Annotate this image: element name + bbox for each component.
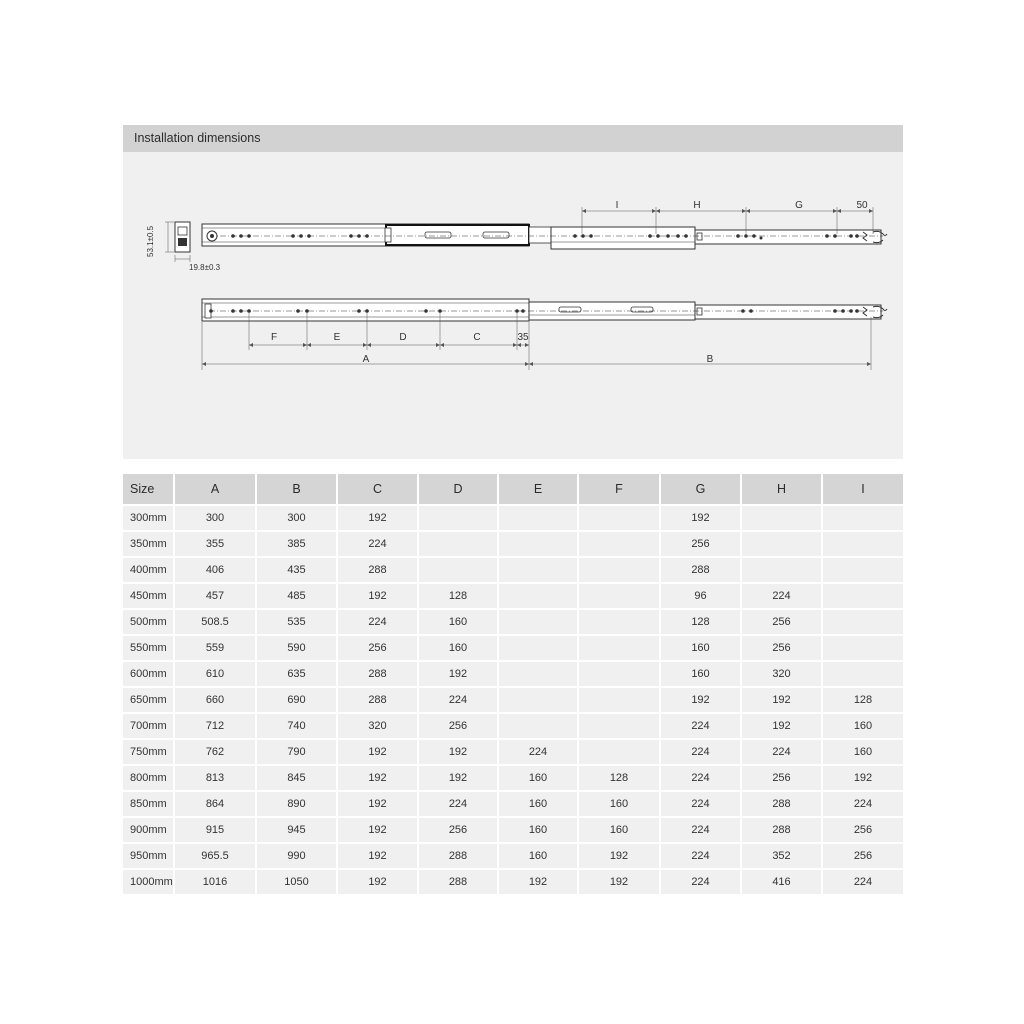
table-cell xyxy=(499,660,579,686)
table-cell: 890 xyxy=(257,790,338,816)
table-cell: 192 xyxy=(338,868,419,894)
table-row xyxy=(123,530,903,556)
dim-label-35: 35 xyxy=(517,332,529,343)
dim-label-e: E xyxy=(333,332,341,343)
table-cell xyxy=(823,530,903,556)
table-cell xyxy=(499,686,579,712)
table-cell xyxy=(499,712,579,738)
table-cell: 224 xyxy=(661,816,742,842)
table-cell: 192 xyxy=(419,764,499,790)
table-cell: 690 xyxy=(257,686,338,712)
table-cell: 406 xyxy=(175,556,257,582)
table-cell: 224 xyxy=(338,608,419,634)
table-cell: 256 xyxy=(823,816,903,842)
table-row xyxy=(123,608,903,634)
table-cell: 965.5 xyxy=(175,842,257,868)
size-cell: 850mm xyxy=(123,790,175,816)
table-cell: 192 xyxy=(499,868,579,894)
table-cell: 256 xyxy=(419,712,499,738)
table-cell: 192 xyxy=(419,660,499,686)
table-cell: 192 xyxy=(579,842,661,868)
table-cell: 192 xyxy=(742,686,823,712)
table-cell: 256 xyxy=(338,634,419,660)
table-row xyxy=(123,582,903,608)
column-header: B xyxy=(257,474,338,504)
table-cell xyxy=(579,608,661,634)
table-cell: 160 xyxy=(499,842,579,868)
table-cell: 224 xyxy=(823,790,903,816)
size-cell: 900mm xyxy=(123,816,175,842)
table-cell: 160 xyxy=(419,608,499,634)
size-cell: 300mm xyxy=(123,504,175,530)
table-cell: 160 xyxy=(499,816,579,842)
table-cell: 256 xyxy=(742,634,823,660)
table-cell: 790 xyxy=(257,738,338,764)
table-cell: 224 xyxy=(661,764,742,790)
table-cell: 128 xyxy=(579,764,661,790)
table-cell: 160 xyxy=(823,712,903,738)
table-cell: 535 xyxy=(257,608,338,634)
table-cell: 160 xyxy=(419,634,499,660)
table-cell xyxy=(823,634,903,660)
size-cell: 750mm xyxy=(123,738,175,764)
table-cell: 224 xyxy=(742,738,823,764)
dimensions-table xyxy=(123,474,903,894)
column-header: G xyxy=(661,474,742,504)
table-cell xyxy=(579,582,661,608)
table-cell xyxy=(579,504,661,530)
table-cell: 192 xyxy=(338,738,419,764)
size-cell: 350mm xyxy=(123,530,175,556)
table-cell xyxy=(579,556,661,582)
table-cell: 610 xyxy=(175,660,257,686)
table-row xyxy=(123,816,903,842)
table-cell: 660 xyxy=(175,686,257,712)
table-cell: 224 xyxy=(661,738,742,764)
table-cell: 192 xyxy=(579,868,661,894)
table-cell: 320 xyxy=(338,712,419,738)
table-cell: 128 xyxy=(661,608,742,634)
table-header-row xyxy=(123,474,903,504)
diagram-area xyxy=(123,152,903,459)
dim-label-g: G xyxy=(795,200,803,211)
dim-label-b: B xyxy=(706,354,714,365)
table-cell: 355 xyxy=(175,530,257,556)
table-cell: 300 xyxy=(175,504,257,530)
table-cell: 288 xyxy=(338,686,419,712)
table-cell: 160 xyxy=(499,790,579,816)
table-cell xyxy=(823,556,903,582)
table-cell: 96 xyxy=(661,582,742,608)
table-cell xyxy=(742,530,823,556)
column-header: C xyxy=(338,474,419,504)
table-cell: 635 xyxy=(257,660,338,686)
table-cell: 192 xyxy=(338,816,419,842)
size-cell: 600mm xyxy=(123,660,175,686)
column-header: A xyxy=(175,474,257,504)
table-cell xyxy=(499,504,579,530)
table-cell: 160 xyxy=(823,738,903,764)
table-cell: 160 xyxy=(661,634,742,660)
table-cell: 256 xyxy=(419,816,499,842)
table-row xyxy=(123,712,903,738)
table-cell xyxy=(579,634,661,660)
table-cell xyxy=(579,530,661,556)
table-cell: 224 xyxy=(499,738,579,764)
table-cell: 712 xyxy=(175,712,257,738)
table-cell xyxy=(499,556,579,582)
table-cell: 320 xyxy=(742,660,823,686)
size-cell: 450mm xyxy=(123,582,175,608)
table-cell: 256 xyxy=(742,764,823,790)
table-cell: 224 xyxy=(419,686,499,712)
size-cell: 650mm xyxy=(123,686,175,712)
column-header: I xyxy=(823,474,903,504)
table-cell: 160 xyxy=(661,660,742,686)
table-cell: 762 xyxy=(175,738,257,764)
table-cell: 288 xyxy=(419,868,499,894)
table-cell: 416 xyxy=(742,868,823,894)
column-header: Size xyxy=(123,474,175,504)
table-row xyxy=(123,686,903,712)
column-header: H xyxy=(742,474,823,504)
table-cell: 435 xyxy=(257,556,338,582)
size-cell: 700mm xyxy=(123,712,175,738)
table-cell: 224 xyxy=(823,868,903,894)
table-cell xyxy=(419,556,499,582)
table-cell: 192 xyxy=(661,686,742,712)
slide-diagram xyxy=(123,152,903,459)
table-cell: 1050 xyxy=(257,868,338,894)
profile-cross-section xyxy=(165,222,190,262)
table-cell: 224 xyxy=(419,790,499,816)
table-cell: 915 xyxy=(175,816,257,842)
table-cell: 813 xyxy=(175,764,257,790)
panel-title: Installation dimensions xyxy=(134,131,261,145)
table-body xyxy=(123,504,903,894)
table-cell: 288 xyxy=(338,660,419,686)
table-cell xyxy=(823,504,903,530)
dim-label-h: H xyxy=(693,200,701,211)
table-cell xyxy=(579,660,661,686)
table-cell xyxy=(823,608,903,634)
table-cell: 192 xyxy=(661,504,742,530)
size-cell: 400mm xyxy=(123,556,175,582)
dim-label-a: A xyxy=(362,354,370,365)
table-row xyxy=(123,556,903,582)
table-cell: 485 xyxy=(257,582,338,608)
table-cell: 559 xyxy=(175,634,257,660)
table-row xyxy=(123,660,903,686)
table-cell xyxy=(499,530,579,556)
table-cell: 192 xyxy=(338,582,419,608)
table-cell: 192 xyxy=(742,712,823,738)
slide-bottom-view xyxy=(202,299,887,321)
table-row xyxy=(123,764,903,790)
dim-label-c: C xyxy=(473,332,481,343)
table-cell: 160 xyxy=(499,764,579,790)
size-cell: 1000mm xyxy=(123,868,175,894)
table-cell: 457 xyxy=(175,582,257,608)
table-cell: 288 xyxy=(742,816,823,842)
table-cell: 508.5 xyxy=(175,608,257,634)
table-cell: 224 xyxy=(661,868,742,894)
table-cell xyxy=(579,686,661,712)
table-cell: 288 xyxy=(742,790,823,816)
size-cell: 500mm xyxy=(123,608,175,634)
table-row xyxy=(123,504,903,530)
table-cell: 192 xyxy=(338,790,419,816)
table-cell: 385 xyxy=(257,530,338,556)
size-cell: 550mm xyxy=(123,634,175,660)
dim-label-50: 50 xyxy=(856,200,868,211)
table-cell: 864 xyxy=(175,790,257,816)
table-cell xyxy=(742,504,823,530)
table-cell: 160 xyxy=(579,816,661,842)
table-cell: 300 xyxy=(257,504,338,530)
dim-label-d: D xyxy=(399,332,407,343)
table-row xyxy=(123,842,903,868)
slide-top-view xyxy=(202,224,887,249)
table-cell: 288 xyxy=(338,556,419,582)
table-cell: 224 xyxy=(661,712,742,738)
table-cell: 288 xyxy=(419,842,499,868)
table-cell: 990 xyxy=(257,842,338,868)
table-row xyxy=(123,868,903,894)
table-cell xyxy=(499,634,579,660)
table-row xyxy=(123,738,903,764)
table-cell xyxy=(419,530,499,556)
table-cell xyxy=(742,556,823,582)
dim-label-i: I xyxy=(615,200,619,211)
table-cell xyxy=(419,504,499,530)
panel-header xyxy=(123,125,903,152)
table-cell: 192 xyxy=(823,764,903,790)
height-label: 53.1±0.5 xyxy=(146,225,155,257)
table-cell: 128 xyxy=(419,582,499,608)
table-cell: 1016 xyxy=(175,868,257,894)
dim-label-f: F xyxy=(270,332,278,343)
table-row xyxy=(123,634,903,660)
size-cell: 950mm xyxy=(123,842,175,868)
table-cell: 256 xyxy=(661,530,742,556)
size-cell: 800mm xyxy=(123,764,175,790)
column-header: F xyxy=(579,474,661,504)
table-cell xyxy=(499,608,579,634)
table-cell xyxy=(499,582,579,608)
table-cell xyxy=(823,660,903,686)
table-cell: 128 xyxy=(823,686,903,712)
table-cell: 192 xyxy=(338,504,419,530)
table-cell xyxy=(579,712,661,738)
table-cell: 845 xyxy=(257,764,338,790)
table-cell: 590 xyxy=(257,634,338,660)
table-cell xyxy=(579,738,661,764)
table-cell: 192 xyxy=(338,764,419,790)
table-cell: 256 xyxy=(823,842,903,868)
column-header: E xyxy=(499,474,579,504)
table-cell: 224 xyxy=(338,530,419,556)
width-label: 19.8±0.3 xyxy=(189,263,221,272)
table-cell: 224 xyxy=(742,582,823,608)
table-cell: 352 xyxy=(742,842,823,868)
table-cell: 192 xyxy=(338,842,419,868)
table-row xyxy=(123,790,903,816)
table-cell: 224 xyxy=(661,842,742,868)
table-cell: 160 xyxy=(579,790,661,816)
table-cell: 192 xyxy=(419,738,499,764)
table-cell: 288 xyxy=(661,556,742,582)
table-cell: 256 xyxy=(742,608,823,634)
table-cell: 945 xyxy=(257,816,338,842)
column-header: D xyxy=(419,474,499,504)
table-cell xyxy=(823,582,903,608)
table-cell: 224 xyxy=(661,790,742,816)
table-cell: 740 xyxy=(257,712,338,738)
